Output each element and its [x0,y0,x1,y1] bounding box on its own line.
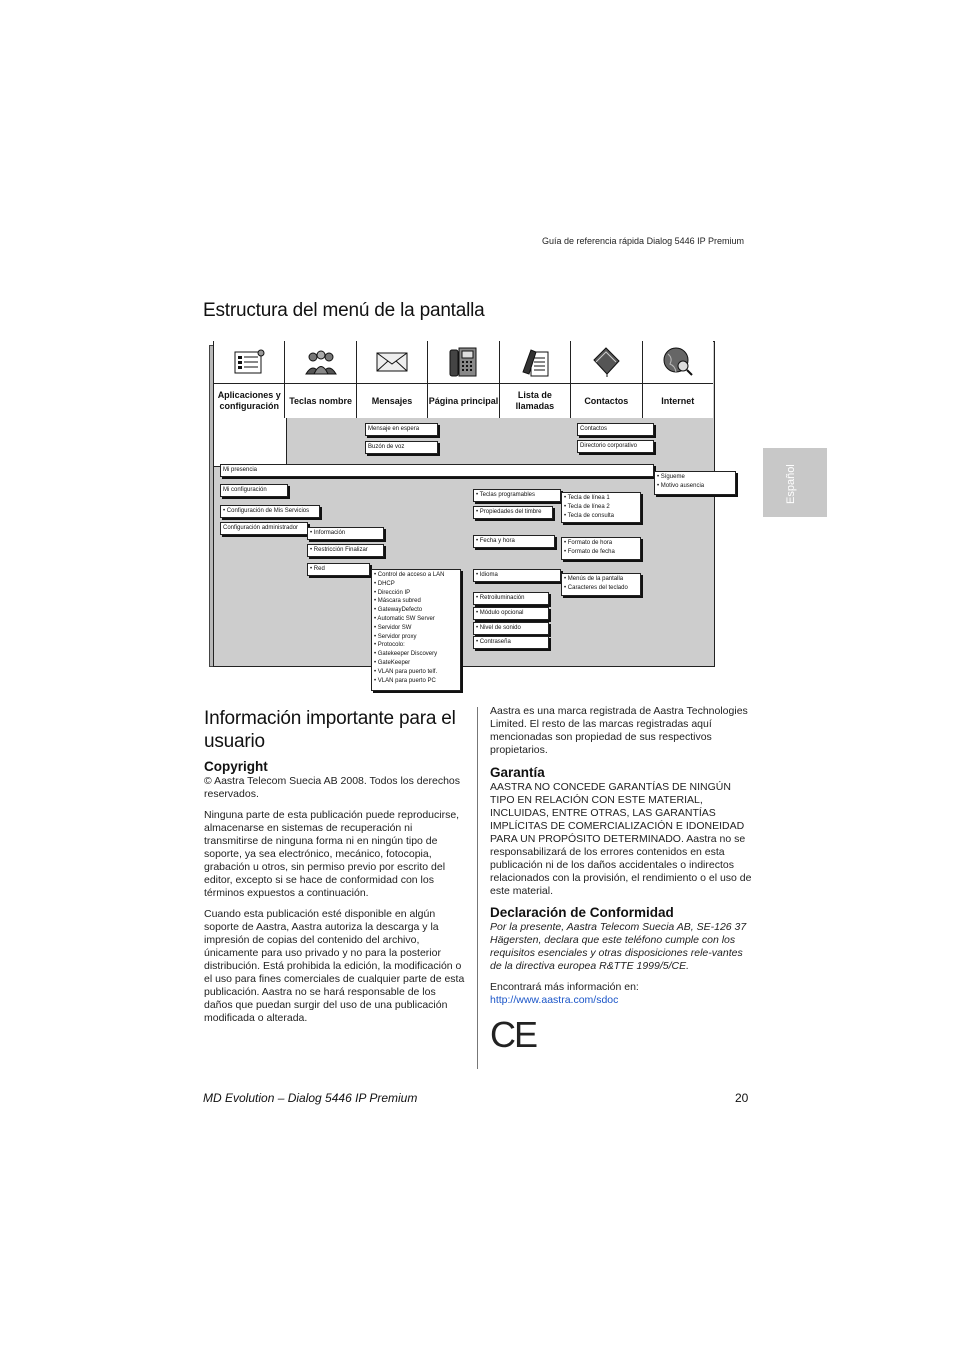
menu-item: • Formato de fecha [564,548,615,555]
menu-column-internet [643,341,713,418]
running-header: Guía de referencia rápida Dialog 5446 IP Premium [542,236,744,246]
menu-item: • Control de acceso a LAN [374,572,445,578]
copyright-paragraph-3: Cuando esta publicación esté disponible en algún soporte de Aastra, Aastra autoriza la descarga y la impresión de copias del contenido del archivo, únicamente para uso privado y no para la posterior distribución. Está prohibida la edición, la modificación o el uso para fines comerciales de cualquier parte de esta publicación. Aastra no se hará responsable de los daños que puedan surgir del uso de una publicación modificada o alterada. [204,908,465,1024]
menu-column-lista-llamadas [500,341,571,418]
menu-item: • Servidor SW [374,624,412,631]
menu-box-teclas-programables: • Teclas programables [473,489,561,502]
menu-item: • Tecla de línea 1 [564,495,610,501]
menu-box-buzon-voz: Buzón de voz [365,441,438,454]
menu-box-propiedades-timbre: • Propiedades del timbre [473,506,553,519]
menu-item: • GatewayDefecto [374,607,423,614]
menu-box-fecha-hora: • Fecha y hora [473,535,555,548]
ce-mark: CE [490,1014,537,1055]
menu-column-contactos [571,341,642,418]
menu-box-red-items [371,569,461,691]
people-icon [285,341,355,384]
menu-item: • VLAN para puerto PC [374,677,436,684]
menu-icon-row [214,341,713,418]
menu-item: • Automatic SW Server [374,615,435,622]
applications-column-body [214,418,287,467]
menu-item: • Máscara subred [374,598,421,605]
right-text-column [490,705,752,1053]
menu-item: • GateKeeper [374,659,411,666]
menu-box-mi-presencia: Mi presencia [220,464,654,477]
footer-product: MD Evolution – Dialog 5446 IP Premium [203,1091,418,1105]
menu-column-label: Mensajes [371,395,413,406]
menu-item: • Gatekeeper Discovery [374,651,438,658]
menu-box-contactos: Contactos [577,423,654,436]
menu-box-menus [561,573,641,596]
menu-box-informacion: • Información [307,527,384,540]
menu-item: • DHCP [374,580,395,587]
menu-item: • Motivo ausencia [657,482,705,489]
menu-column-label: Página principal [428,395,499,406]
more-info-text: Encontrará más información en: [490,981,639,993]
menu-column-label: Teclas nombre [289,395,353,406]
phone-icon [428,341,498,384]
menu-box-formato [561,537,641,560]
menu-box-retroiluminacion: • Retroiluminación [473,592,549,605]
menu-column-label: Contactos [584,395,629,406]
menu-box-red: • Red [307,563,370,576]
side-tab-label: Español [785,464,797,504]
menu-column-label: Aplicaciones y configuración [217,390,281,411]
menu-box-modulo-opcional: • Módulo opcional [473,607,549,620]
menu-box-mensaje-espera: Mensaje en espera [365,423,438,436]
menu-item: • Formato de hora [564,540,613,546]
menu-column-teclas-nombre [285,341,356,418]
trademark-paragraph: Aastra es una marca registrada de Aastra Technologies Limited. El resto de las marcas registradas aquí mencionadas son propiedad de sus respectivos propietarios. [490,705,748,756]
left-text-column [204,760,466,1033]
menu-column-mensajes [357,341,428,418]
copyright-heading: Copyright [204,759,268,774]
contacts-book-icon [571,341,641,384]
menu-box-config-servicios: • Configuración de Mis Servicios [220,505,320,518]
copyright-paragraph-1: © Aastra Telecom Suecia AB 2008. Todos los derechos reservados. [204,775,461,800]
menu-box-idioma: • Idioma [473,569,561,582]
copyright-paragraph-2: Ninguna parte de esta publicación puede reproducirse, almacenarse en sistemas de recuperación ni transmitirse de ninguna forma ni en ningún tipo de soporte, ya sea electrónico, mecánico, fotocopia, grabación u otros, sin permiso previo por escrito del editor, excepto si se hace de conformidad con los términos expuestos a continuación. [204,809,460,899]
conformity-heading: Declaración de Conformidad [490,905,674,920]
info-section-title: Información importante para el usuario [204,708,456,752]
menu-column-pagina-principal [428,341,499,418]
menu-item: • Protocolo: [374,642,405,649]
menu-column-applications [214,341,285,418]
page-number: 20 [735,1091,749,1105]
menu-box-nivel-sonido: • Nivel de sonido [473,622,549,635]
menu-item: • VLAN para puerto telf. [374,668,438,675]
menu-box-directorio: Directorio corporativo [577,440,654,453]
menu-item: • Dirección IP [374,589,411,596]
menu-box-presencia-sub [654,471,736,495]
applications-icon [214,341,284,384]
menu-box-mi-configuracion: Mi configuración [220,484,288,497]
conformity-paragraph: Por la presente, Aastra Telecom Suecia AB, SE-126 37 Hägersten, declara que este teléfono cumple con los requisitos esenciales y otras disposiciones rele-vantes de la directiva europea R&TTE 1999/5/CE. [490,921,747,972]
menu-column-label: Internet [661,395,695,406]
menu-box-config-admin: Configuración administrador [220,522,308,535]
menu-item: • Caracteres del teclado [564,584,628,591]
menu-item: • Sígueme [657,474,685,480]
sdoc-link[interactable]: http://www.aastra.com/sdoc [490,994,619,1006]
warranty-paragraph: AASTRA NO CONCEDE GARANTÍAS DE NINGÚN TIPO EN RELACIÓN CON ESTE MATERIAL, INCLUIDAS, ENTRE OTRAS, LAS GARANTÍAS IMPLÍCITAS DE COMERCIALIZACIÓN E IDONEIDAD PARA UN PROPÓSITO DETERMINADO. Aastra no se responsabilizará de los errores contenidos en esta publicación ni de los daños accidentales o indirectos relacionados con la provisión, el rendimiento o el uso de este material. [490,781,752,897]
menu-item: • Servidor proxy [374,633,417,640]
menu-box-restriccion: • Restricción Finalizar [307,544,384,557]
menu-section-title: Estructura del menú de la pantalla [203,300,485,321]
warranty-heading: Garantía [490,765,545,780]
envelope-icon [357,341,427,384]
call-list-icon [500,341,570,384]
menu-item: • Tecla de línea 2 [564,503,610,510]
menu-item: • Tecla de consulta [564,512,615,519]
language-side-tab [763,448,827,517]
globe-icon [643,341,713,384]
menu-box-teclas-linea [561,492,641,523]
column-divider [477,707,478,1069]
menu-box-contrasena: • Contraseña [473,636,549,649]
menu-item: • Menús de la pantalla [564,576,624,582]
menu-column-label: Lista de llamadas [515,390,555,411]
